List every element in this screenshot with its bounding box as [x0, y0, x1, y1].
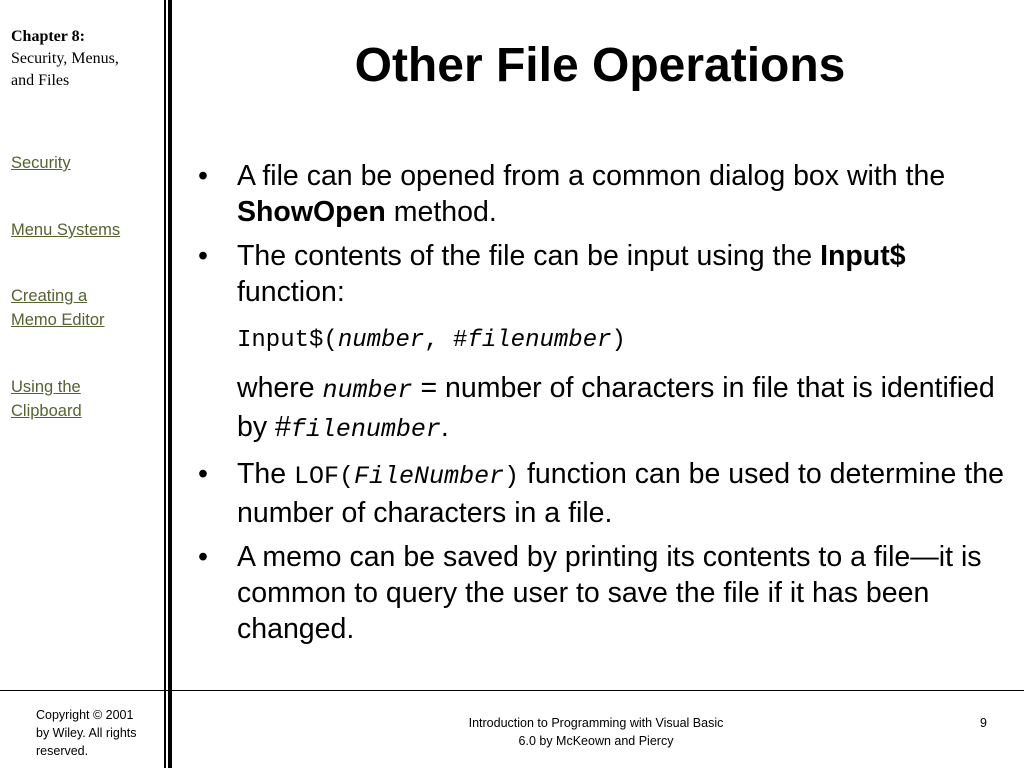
- text: The contents of the file can be input using the: [237, 240, 821, 272]
- book-title-line: Introduction to Programming with Visual Basic: [468, 716, 724, 730]
- text: .: [440, 411, 449, 443]
- text: = number of characters in file that is identified by #: [237, 372, 995, 443]
- slide-title: Other File Operations: [354, 39, 846, 92]
- bullet-dot: •: [198, 458, 208, 490]
- text: The: [237, 458, 295, 490]
- copyright-notice: [36, 706, 161, 760]
- text: A file can be opened from a common dialog box with the: [237, 160, 946, 192]
- bullet-item: [198, 539, 1018, 647]
- copyright-line: Copyright © 2001: [36, 708, 134, 722]
- sidebar-link-memo-editor[interactable]: [11, 284, 161, 332]
- chapter-title-line1: Security, Menus,: [11, 50, 119, 67]
- bullet-item: [198, 238, 1018, 310]
- code-text: , #: [424, 327, 468, 354]
- code-arg: filenumber: [290, 415, 441, 444]
- sidebar-link-label: Memo Editor: [11, 311, 105, 329]
- chapter-heading: [11, 26, 161, 92]
- code-arg: FileNumber: [354, 462, 505, 491]
- code-syntax: [198, 324, 1018, 358]
- book-title: [440, 714, 752, 750]
- code-text: ): [504, 462, 520, 491]
- copyright-line: by Wiley. All rights: [36, 726, 137, 740]
- sidebar-link-clipboard[interactable]: [11, 375, 161, 423]
- sidebar-divider-thick: [168, 0, 172, 768]
- sidebar-link-label: Menu Systems: [11, 221, 121, 239]
- bullet-item: [198, 158, 1018, 230]
- code-arg: number: [337, 327, 425, 354]
- code-text: Input$(: [237, 327, 338, 354]
- book-title-line: 6.0 by McKeown and Piercy: [518, 734, 674, 748]
- copyright-line: reserved.: [36, 744, 89, 758]
- bullet-dot: •: [198, 160, 208, 192]
- code-arg: filenumber: [467, 327, 612, 354]
- text: method.: [385, 196, 497, 228]
- chapter-title-line2: and Files: [11, 72, 70, 89]
- sidebar-link-security[interactable]: [11, 151, 161, 175]
- keyword-input: Input$: [820, 240, 906, 272]
- sidebar-link-label: Using the: [11, 378, 81, 396]
- bullet-dot: •: [198, 240, 208, 272]
- code-text: ): [611, 327, 626, 354]
- footer-divider: [0, 690, 1024, 691]
- sidebar-link-label: Creating a: [11, 287, 88, 305]
- code-arg: number: [322, 376, 413, 405]
- bullet-item: [198, 456, 1018, 531]
- slide-body: [198, 158, 1018, 655]
- text: where: [237, 372, 323, 404]
- chapter-label: Chapter 8:: [11, 28, 85, 45]
- sidebar-link-menu-systems[interactable]: [11, 218, 161, 242]
- text: A memo can be saved by printing its contents to a file—it is common to query the user to save the file if it has been changed.: [237, 541, 982, 645]
- text: function:: [237, 276, 345, 308]
- code-text: LOF(: [294, 462, 355, 491]
- sidebar-divider-thin: [164, 0, 166, 768]
- sidebar-link-label: Clipboard: [11, 402, 82, 420]
- text: function can be used to determine the number of characters in a file.: [237, 458, 1004, 529]
- page-number: 9: [980, 716, 987, 730]
- where-explanation: [198, 370, 1018, 448]
- sidebar-link-label: Security: [11, 154, 71, 172]
- bullet-dot: •: [198, 541, 208, 573]
- keyword-showopen: ShowOpen: [237, 196, 386, 228]
